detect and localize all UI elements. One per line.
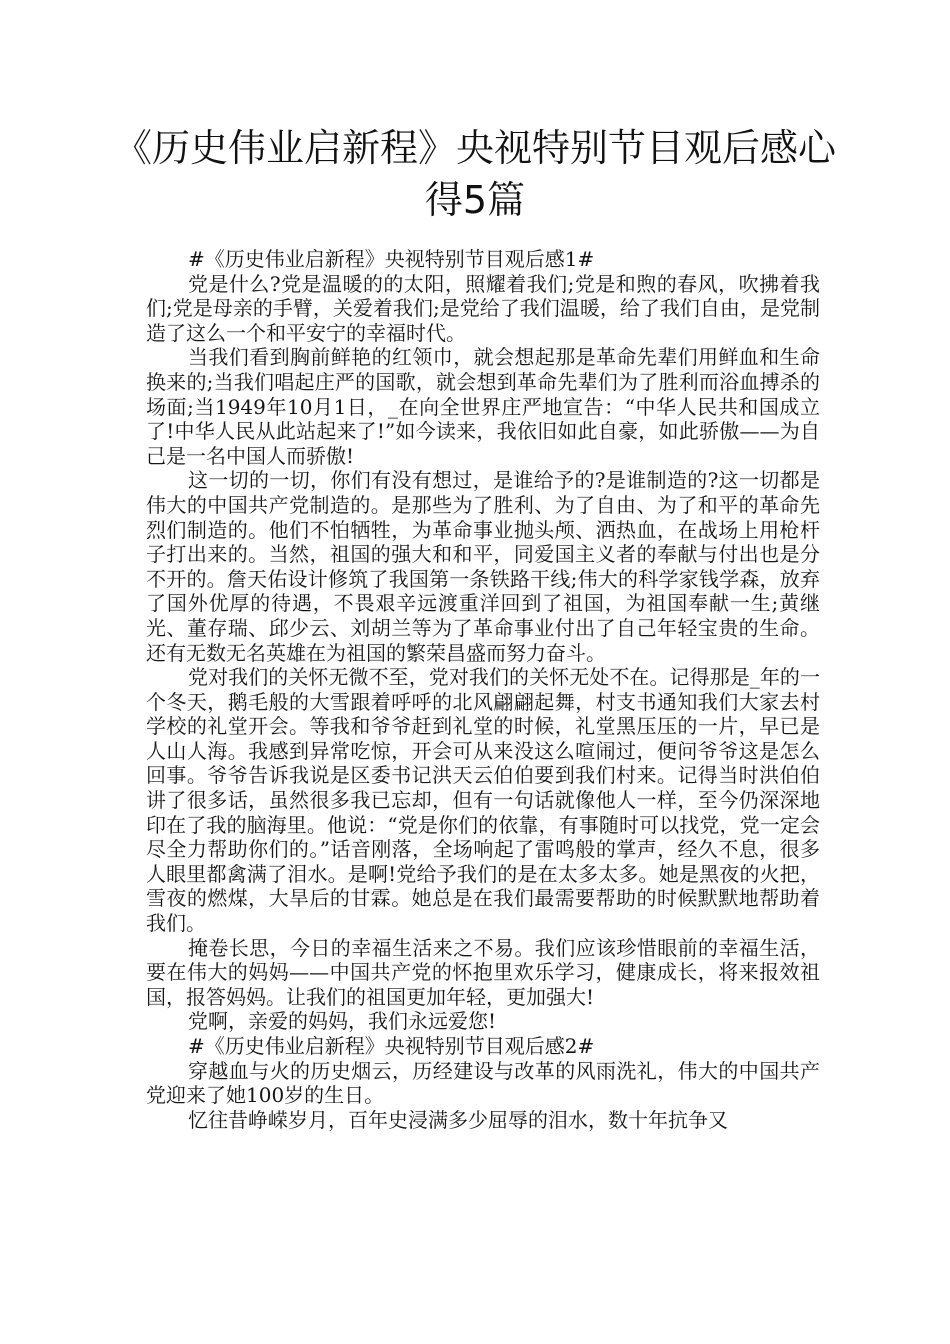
- section-heading-2: #《历史伟业启新程》央视特别节目观后感2#: [188, 1034, 595, 1058]
- paragraph: 党是什么?党是温暖的的太阳，照耀着我们;党是和煦的春风，吹拂着我们;党是母亲的手臂，关爱着我们;是党给了我们温暖，给了我们自由，是党制造了这么一个和平安宁的幸福时代。: [146, 271, 820, 345]
- section-heading-1: #《历史伟业启新程》央视特别节目观后感1#: [188, 247, 595, 271]
- paragraph: 穿越血与火的历史烟云，历经建设与改革的风雨洗礼，伟大的中国共产党迎来了她100岁的生日。: [146, 1058, 820, 1108]
- document-title: 《历史伟业启新程》央视特别节目观后感心得5篇: [113, 126, 836, 222]
- document-body: [146, 247, 820, 1132]
- paragraph: 这一切的一切，你们有没有想过，是谁给予的?是谁制造的?这一切都是伟大的中国共产党制造的。是那些为了胜利、为了自由、为了和平的革命先烈们制造的。他们不怕牺牲，为革命事业抛头颅、洒热血，在战场上用枪杆子打出来的。当然，祖国的强大和和平，同爱国主义者的奉献与付出也是分不开的。詹天佑设计修筑了我国第一条铁路干线;伟大的科学家钱学森，放弃了国外优厚的待遇，不畏艰辛远渡重洋回到了祖国，为祖国奉献一生;黄继光、董存瑞、邱少云、刘胡兰等为了革命事业付出了自己年轻宝贵的生命。还有无数无名英雄在为祖国的繁荣昌盛而努力奋斗。: [146, 468, 820, 665]
- paragraph: 忆往昔峥嵘岁月，百年史浸满多少屈辱的泪水，数十年抗争又: [188, 1107, 728, 1132]
- paragraph: 当我们看到胸前鲜艳的红领巾，就会想起那是革命先辈们用鲜血和生命换来的;当我们唱起庄严的国歌，就会想到革命先辈们为了胜利而浴血搏杀的场面;当1949年10月1日，_在向全世界庄严地宣告：“中华人民共和国成立了!中华人民从此站起来了!”如今读来，我依旧如此自豪，如此骄傲——为自己是一名中国人而骄傲!: [146, 345, 820, 468]
- paragraph: 掩卷长思，今日的幸福生活来之不易。我们应该珍惜眼前的幸福生活，要在伟大的妈妈——中国共产党的怀抱里欢乐学习，健康成长，将来报效祖国，报答妈妈。让我们的祖国更加年轻，更加强大!: [146, 935, 820, 1009]
- paragraph: 党对我们的关怀无微不至，党对我们的关怀无处不在。记得那是_年的一个冬天，鹅毛般的大雪跟着呼呼的北风翩翩起舞，村支书通知我们大家去村学校的礼堂开会。等我和爷爷赶到礼堂的时候，礼堂黑压压的一片，早已是人山人海。我感到异常吃惊，开会可从来没这么喧闹过，便问爷爷这是怎么回事。爷爷告诉我说是区委书记洪天云伯伯要到我们村来。记得当时洪伯伯讲了很多话，虽然很多我已忘却，但有一句话就像他人一样，至今仍深深地印在了我的脑海里。他说：“党是你们的依靠，有事随时可以找党，党一定会尽全力帮助你们的。”话音刚落，全场响起了雷鸣般的掌声，经久不息，很多人眼里都禽满了泪水。是啊!党给予我们的是在太多太多。她是黑夜的火把，雪夜的燃煤，大旱后的甘霖。她总是在我们最需要帮助的时候默默地帮助着我们。: [146, 665, 820, 936]
- paragraph: 党啊，亲爱的妈妈，我们永远爱您!: [188, 1009, 497, 1034]
